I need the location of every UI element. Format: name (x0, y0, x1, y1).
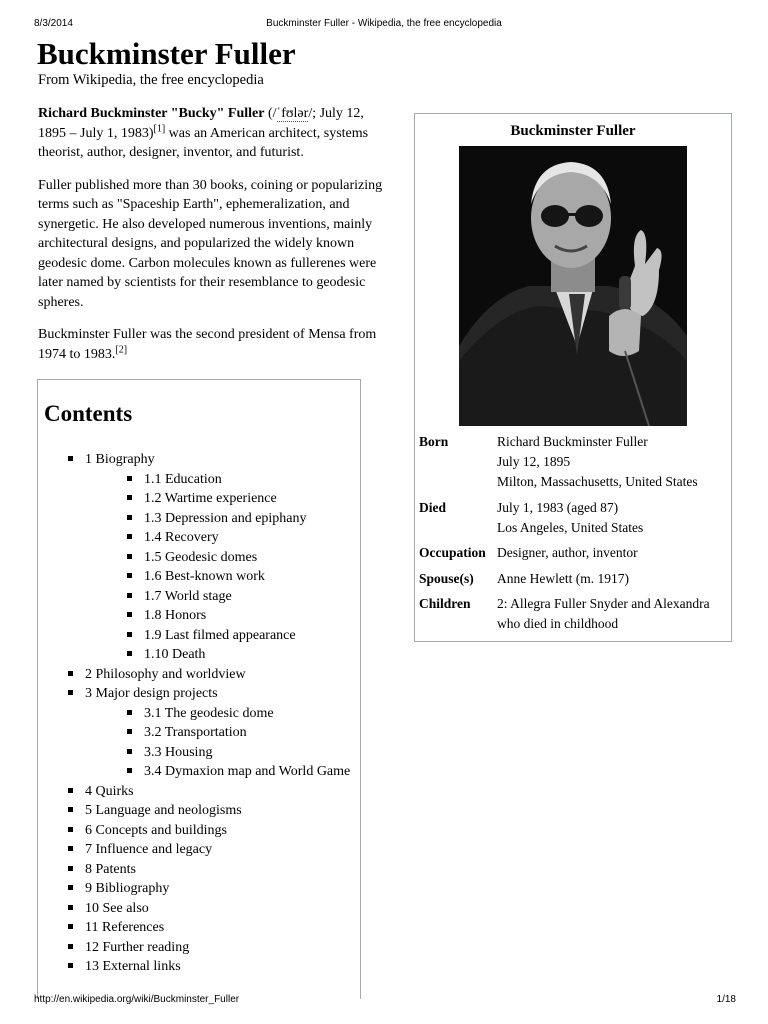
infobox (414, 113, 732, 642)
infobox-value-line[interactable]: Los Angeles, United States (497, 520, 644, 535)
toc-item (68, 684, 360, 782)
bullet-icon (68, 924, 73, 929)
bullet-icon (68, 944, 73, 949)
toc-subitem (85, 645, 360, 665)
toc-item (68, 840, 360, 860)
portrait-photo[interactable] (459, 146, 687, 426)
toc-subitem (85, 762, 360, 782)
toc-sublink[interactable]: 1.4 Recovery (144, 530, 219, 545)
infobox-value-line[interactable]: Richard Buckminster Fuller (497, 434, 648, 449)
toc-subitem (85, 723, 360, 743)
lead-dates: /; July 12, 1895 – July 1, 1983) (38, 106, 364, 141)
infobox-label: Born (419, 434, 449, 449)
bullet-icon (68, 690, 73, 695)
toc-subitem (85, 528, 360, 548)
bullet-icon (127, 515, 132, 520)
infobox-value (497, 569, 729, 589)
toc-list (68, 450, 360, 977)
toc-subitem (85, 626, 360, 646)
toc-subitem (85, 509, 360, 529)
lead-name: Richard Buckminster "Bucky" Fuller (38, 106, 265, 121)
table-of-contents (37, 379, 361, 999)
toc-sublink[interactable]: 1.7 World stage (144, 588, 232, 604)
bullet-icon (127, 749, 132, 754)
bullet-icon (68, 671, 73, 676)
infobox-value (497, 543, 729, 563)
toc-sublink[interactable]: 3.4 Dymaxion map and World Game (144, 764, 351, 779)
toc-sublink[interactable]: 1.2 Wartime experience (144, 491, 277, 506)
toc-item (68, 782, 360, 802)
bullet-icon (68, 788, 73, 793)
toc-link[interactable]: 12 Further reading (85, 939, 190, 955)
toc-heading: Contents (44, 401, 133, 426)
portrait-image (459, 146, 687, 426)
paragraph-2: Fuller published more than 30 books, coining or popularizing terms such as "Spaceship Earth", ephemeralization, and synergetic. He also developed numerous inventions, mainly architectural designs, and popularized the widely known geodesic dome. Carbon molecules known as fullerenes were later named by scientists for their resemblance to geodesic spheres. (38, 177, 383, 310)
toc-sublink[interactable]: 3.3 Housing (144, 744, 213, 760)
toc-sublink[interactable]: 1.6 Best-known work (144, 569, 265, 584)
print-date: 8/3/2014 (34, 18, 73, 29)
bullet-icon (127, 632, 132, 637)
print-window-title: Buckminster Fuller - Wikipedia, the free encyclopedia (266, 18, 502, 29)
toc-link[interactable]: 6 Concepts and buildings (85, 822, 227, 838)
lead-description: was an American architect, systems theorist, author, designer, inventor, and futurist. (38, 125, 369, 160)
toc-subitem (85, 743, 360, 763)
infobox-label: Died (419, 500, 446, 515)
toc-item (68, 665, 360, 685)
toc-item (68, 879, 360, 899)
toc-sublink[interactable]: 1.1 Education (144, 471, 222, 487)
toc-link[interactable]: 8 Patents (85, 861, 136, 877)
toc-sublist (85, 704, 360, 782)
bullet-icon (127, 476, 132, 481)
infobox-value-line[interactable]: July 12, 1895 (497, 454, 571, 469)
infobox-value (497, 498, 729, 538)
toc-item (68, 938, 360, 958)
toc-link[interactable]: 1 Biography (85, 452, 155, 467)
toc-link[interactable]: 3 Major design projects (85, 686, 218, 701)
toc-subitem (85, 587, 360, 607)
toc-subitem (85, 489, 360, 509)
toc-subitem (85, 567, 360, 587)
toc-link[interactable]: 7 Influence and legacy (85, 842, 213, 857)
bullet-icon (127, 729, 132, 734)
toc-link[interactable]: 4 Quirks (85, 783, 134, 799)
bullet-icon (127, 710, 132, 715)
toc-sublink[interactable]: 1.10 Death (144, 647, 206, 662)
bullet-icon (68, 866, 73, 871)
toc-sublink[interactable]: 1.5 Geodesic domes (144, 549, 258, 565)
toc-link[interactable]: 9 Bibliography (85, 881, 170, 896)
infobox-value (497, 432, 729, 492)
bullet-icon (127, 534, 132, 539)
infobox-value-line[interactable]: Milton, Massachusetts, United States (497, 474, 698, 489)
infobox-value-line[interactable]: Designer, author, inventor (497, 545, 638, 560)
toc-item (68, 918, 360, 938)
bullet-icon (127, 593, 132, 598)
toc-link[interactable]: 5 Language and neologisms (85, 803, 242, 818)
infobox-label: Children (419, 596, 471, 611)
print-footer (0, 994, 768, 1008)
bullet-icon (127, 573, 132, 578)
ipa-pronunciation-link[interactable]: ˈfʊlər (276, 106, 309, 121)
bullet-icon (127, 612, 132, 617)
bullet-icon (68, 905, 73, 910)
toc-subitem (85, 606, 360, 626)
bullet-icon (127, 495, 132, 500)
bullet-icon (127, 554, 132, 559)
lead-paragraph (38, 104, 388, 163)
bullet-icon (68, 456, 73, 461)
toc-sublist (85, 470, 360, 665)
toc-sublink[interactable]: 3.1 The geodesic dome (144, 705, 274, 721)
infobox-title: Buckminster Fuller (510, 123, 636, 139)
article-intro (38, 104, 388, 377)
toc-item (68, 821, 360, 841)
toc-subitem (85, 704, 360, 724)
toc-item (68, 899, 360, 919)
paragraph-3 (38, 325, 388, 364)
toc-link[interactable]: 13 External links (85, 959, 181, 974)
toc-item (68, 450, 360, 665)
toc-sublink[interactable]: 1.3 Depression and epiphany (144, 510, 307, 526)
print-header (0, 18, 768, 32)
toc-link[interactable]: 2 Philosophy and worldview (85, 666, 246, 682)
bullet-icon (68, 963, 73, 968)
bullet-icon (68, 846, 73, 851)
toc-link[interactable]: 11 References (85, 920, 165, 935)
page-title: Buckminster Fuller (37, 36, 296, 71)
page-tagline: From Wikipedia, the free encyclopedia (38, 72, 264, 88)
toc-link[interactable]: 10 See also (85, 900, 149, 916)
toc-sublink[interactable]: 3.2 Transportation (144, 725, 247, 740)
toc-subitem (85, 470, 360, 490)
infobox-value-line[interactable]: July 1, 1983 (aged 87) (497, 500, 619, 515)
reference-link-2[interactable]: [2] (115, 343, 128, 355)
toc-sublink[interactable]: 1.8 Honors (144, 608, 207, 623)
bullet-icon (127, 651, 132, 656)
toc-item (68, 860, 360, 880)
infobox-value-line[interactable]: 2: Allegra Fuller Snyder and Alexandra who died in childhood (497, 596, 710, 631)
print-url: http://en.wikipedia.org/wiki/Buckminster_Fuller (34, 994, 240, 1005)
bullet-icon (68, 827, 73, 832)
reference-link-1[interactable]: [1] (153, 122, 166, 134)
toc-item (68, 801, 360, 821)
bullet-icon (127, 768, 132, 773)
toc-sublink[interactable]: 1.9 Last filmed appearance (144, 627, 296, 643)
infobox-value (497, 594, 729, 634)
bullet-icon (68, 885, 73, 890)
paragraph-3-text: Buckminster Fuller was the second president of Mensa from 1974 to 1983. (38, 327, 377, 362)
print-page-number: 1/18 (716, 994, 736, 1005)
lead-paren-open: (/ (264, 106, 277, 121)
toc-item (68, 957, 360, 977)
bullet-icon (68, 807, 73, 812)
toc-subitem (85, 548, 360, 568)
infobox-label: Spouse(s) (419, 571, 474, 586)
infobox-value-line[interactable]: Anne Hewlett (m. 1917) (497, 571, 629, 586)
infobox-label: Occupation (419, 545, 486, 560)
